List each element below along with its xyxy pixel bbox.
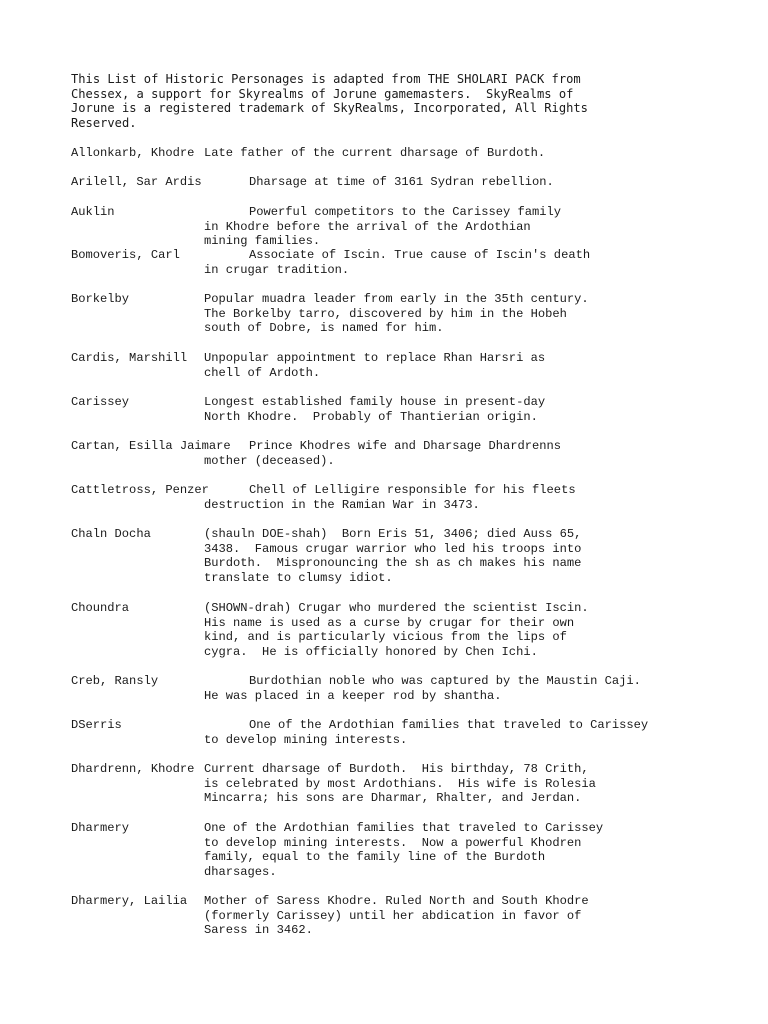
personage-name: Choundra bbox=[71, 601, 130, 615]
personage-name: Carissey bbox=[71, 395, 130, 409]
personage-description: Popular muadra leader from early in the 35th century. bbox=[204, 292, 589, 306]
personage-description: Prince Khodres wife and Dharsage Dhardrenns bbox=[249, 439, 562, 453]
personage-name: Arilell, Sar Ardis bbox=[71, 175, 202, 189]
personage-name: DSerris bbox=[71, 718, 122, 732]
personage-description-cont: to develop mining interests. bbox=[204, 732, 408, 747]
personage-description-cont: He was placed in a keeper rod by shantha. bbox=[204, 688, 502, 703]
personage-description-cont: in Khodre before the arrival of the Ardothian mining families. bbox=[204, 219, 531, 249]
personage-description: Longest established family house in present-day bbox=[204, 395, 546, 409]
personage-name: Dhardrenn, Khodre bbox=[71, 762, 195, 776]
personage-name: Dharmery, Lailia bbox=[71, 894, 188, 908]
personage-description: Dharsage at time of 3161 Sydran rebellion. bbox=[249, 175, 554, 189]
personage-description-cont: His name is used as a curse by crugar for their own kind, and is particularly vicious from the lips of cygra. He is officially honored by Chen Ichi. bbox=[204, 615, 575, 660]
personage-name: Auklin bbox=[71, 205, 115, 219]
intro-paragraph: This List of Historic Personages is adapted from THE SHOLARI PACK from Chessex, a support for Skyrealms of Jorune gamemasters. SkyRealms of Jorune is a registered trademark of SkyRealms, Incorporated, All Rights Reserved. bbox=[71, 72, 588, 131]
personage-description: Current dharsage of Burdoth. His birthday, 78 Crith, bbox=[204, 762, 589, 776]
personage-description: One of the Ardothian families that traveled to Carissey bbox=[204, 821, 604, 835]
personage-description-cont: is celebrated by most Ardothians. His wife is Rolesia Mincarra; his sons are Dharmar, Rhalter, and Jerdan. bbox=[204, 776, 596, 806]
personage-name: Borkelby bbox=[71, 292, 130, 306]
personage-description-cont: 3438. Famous crugar warrior who led his troops into Burdoth. Mispronouncing the sh as ch makes his name translate to clumsy idiot. bbox=[204, 541, 582, 586]
personage-description-cont: North Khodre. Probably of Thantierian origin. bbox=[204, 409, 538, 424]
personage-name: Cattletross, Penzer bbox=[71, 483, 209, 497]
personage-description-cont: The Borkelby tarro, discovered by him in the Hobeh south of Dobre, is named for him. bbox=[204, 306, 567, 336]
personage-name: Cartan, Esilla Jaimare bbox=[71, 439, 231, 453]
personage-name: Creb, Ransly bbox=[71, 674, 159, 688]
personage-description: Unpopular appointment to replace Rhan Harsri as bbox=[204, 351, 546, 365]
personage-description: Chell of Lelligire responsible for his fleets bbox=[249, 483, 576, 497]
personage-description-cont: destruction in the Ramian War in 3473. bbox=[204, 497, 480, 512]
personage-name: Chaln Docha bbox=[71, 527, 151, 541]
personage-description: Associate of Iscin. True cause of Iscin's death bbox=[249, 248, 591, 262]
personage-name: Bomoveris, Carl bbox=[71, 248, 180, 262]
personage-name: Dharmery bbox=[71, 821, 130, 835]
personage-description-cont: in crugar tradition. bbox=[204, 262, 350, 277]
personage-description-cont: mother (deceased). bbox=[204, 453, 335, 468]
personage-description: One of the Ardothian families that traveled to Carissey bbox=[249, 718, 649, 732]
personage-description: (shauln DOE-shah) Born Eris 51, 3406; died Auss 65, bbox=[204, 527, 582, 541]
personage-description: Powerful competitors to the Carissey family bbox=[249, 205, 562, 219]
personage-description: Burdothian noble who was captured by the Maustin Caji. bbox=[249, 674, 641, 688]
personage-name: Allonkarb, Khodre bbox=[71, 146, 195, 160]
personage-description: (SHOWN-drah) Crugar who murdered the scientist Iscin. bbox=[204, 601, 589, 615]
personage-description-cont: chell of Ardoth. bbox=[204, 365, 321, 380]
personage-description: Late father of the current dharsage of Burdoth. bbox=[204, 146, 546, 160]
personage-description-cont: (formerly Carissey) until her abdication in favor of Saress in 3462. bbox=[204, 908, 582, 938]
personage-description: Mother of Saress Khodre. Ruled North and South Khodre bbox=[204, 894, 589, 908]
personage-description-cont: to develop mining interests. Now a powerful Khodren family, equal to the family line of the Burdoth dharsages. bbox=[204, 835, 582, 880]
personage-name: Cardis, Marshill bbox=[71, 351, 188, 365]
